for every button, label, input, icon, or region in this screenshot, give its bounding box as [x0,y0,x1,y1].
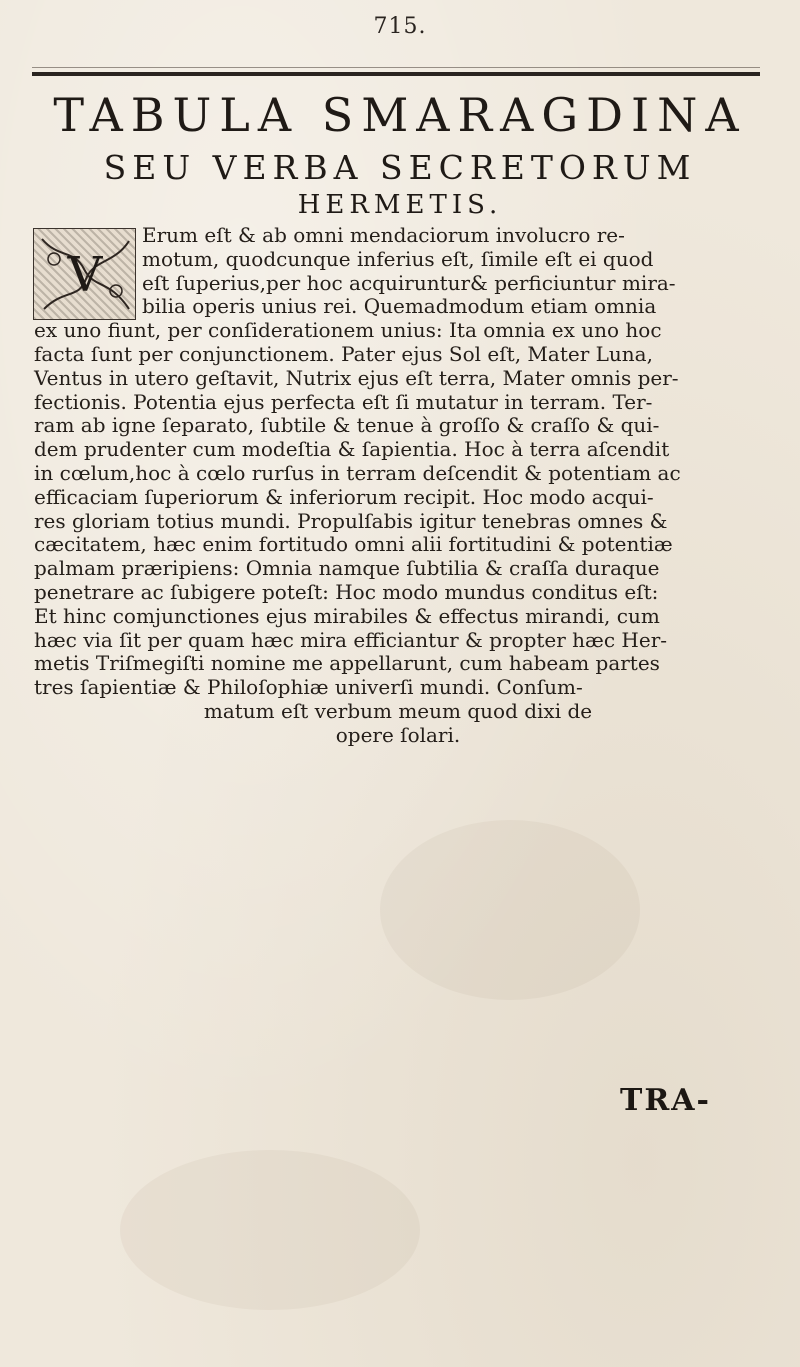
text-line: Et hinc comjunctiones ejus mirabiles & effectus mirandi, cum [34,603,660,628]
page-subtitle: SEU VERBA SECRETORUM [103,148,697,187]
body-text [34,224,762,748]
text-line: Ventus in utero geſtavit, Nutrix ejus eſt terra, Mater omnis per- [34,365,679,390]
paper-stain [380,820,640,1000]
text-line: cæcitatem, hæc enim fortitudo omni alii fortitudini & potentiæ [34,532,673,557]
catchword: TRA- [620,1083,711,1118]
text-line: res gloriam totius mundi. Propulſabis igitur tenebras omnes & [34,508,668,533]
text-line: ram ab igne ſeparato, ſubtile & tenue à groſſo & craſſo & qui- [34,413,660,438]
text-line: dem prudenter cum modeſtia & ſapientia. Hoc à terra aſcendit [34,437,670,462]
text-line: opere ſolari. [335,722,461,747]
text-line: facta ſunt per conjunctionem. Pater ejus Sol eſt, Mater Luna, [34,341,653,366]
text-line: fectionis. Potentia ejus perfecta eſt ſi mutatur in terram. Ter- [34,389,653,414]
page-title: TABULA SMARAGDINA [53,88,747,142]
text-line: penetrare ac ſubigere poteſt: Hoc modo mundus conditus eſt: [34,579,659,604]
text-line: palmam præripiens: Omnia namque ſubtilia & craſſa duraque [34,556,660,581]
header-rule [32,72,760,76]
text-line: tres ſapientiæ & Philoſophiæ univerſi mundi. Conſum- [34,675,583,700]
text-line: hæc via ſit per quam hæc mira efficiantur & propter hæc Her- [34,627,668,652]
text-line: ex uno fiunt, per conſiderationem unius: Ita omnia ex uno hoc [34,318,662,343]
page-subtitle-2: HERMETIS. [297,190,503,220]
text-line: bilia operis unius rei. Quemadmodum etiam omnia [142,294,657,319]
paper-stain [120,1150,420,1310]
page-number: 715. [373,14,427,39]
text-line: motum, quodcunque inferius eſt, ſimile eſt ei quod [142,246,654,271]
text-line: Erum eſt & ab omni mendaciorum involucro re- [142,223,625,247]
text-line: metis Triſmegiſti nomine me appellarunt, cum habeam partes [34,651,660,676]
text-line: matum eſt verbum meum quod dixi de [203,698,593,723]
text-line: eſt ſuperius,per hoc acquiruntur& perficiuntur mira- [142,270,676,295]
text-line: in cœlum,hoc à cœlo rurſus in terram deſcendit & potentiam ac [34,460,681,485]
initial-letter: V [67,247,103,303]
text-line: efficaciam ſuperiorum & inferiorum recipit. Hoc modo acqui- [34,484,654,509]
header-rule-thin [32,67,760,68]
